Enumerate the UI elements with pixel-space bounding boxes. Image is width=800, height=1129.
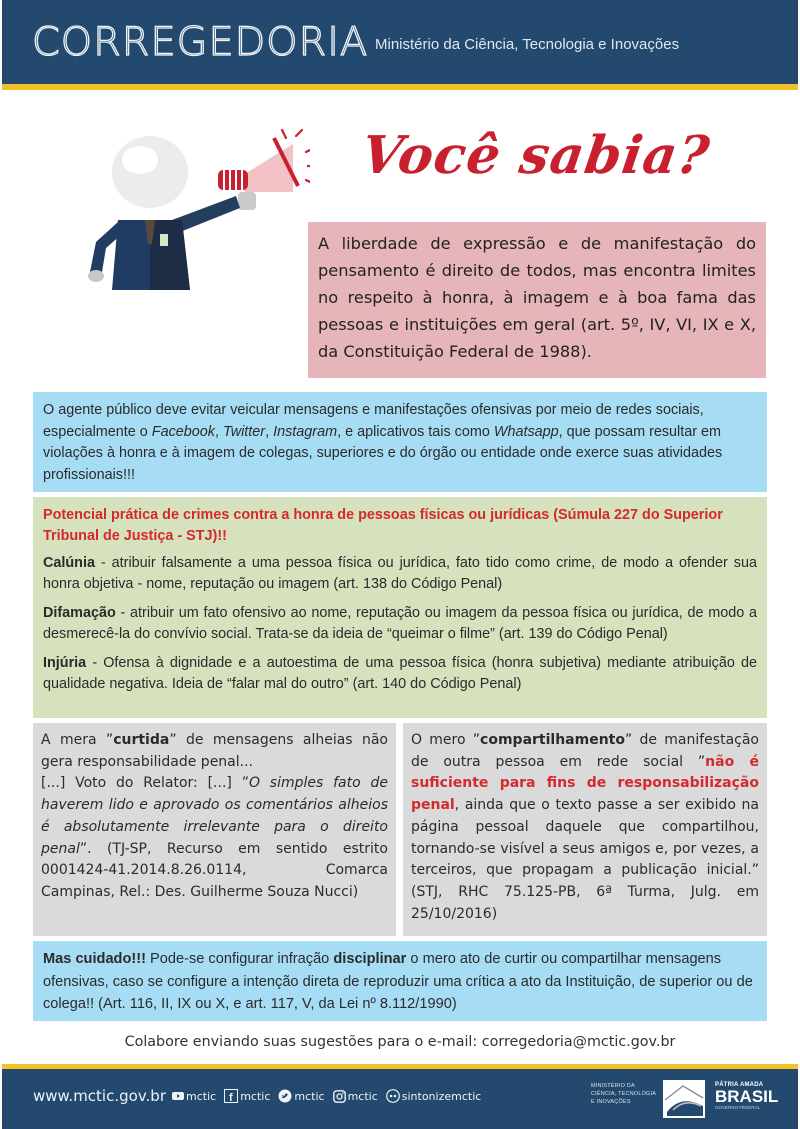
caution-keyword: disciplinar	[333, 951, 407, 967]
header-bar	[2, 0, 798, 84]
social-label: mctic	[186, 1089, 217, 1103]
separator: ,	[265, 423, 274, 440]
gov-subtitle: GOVERNO FEDERAL	[715, 1105, 761, 1110]
caution-text: o mero ato de curtir ou compartilhar mensagens ofensivas, caso se configure a intenção direta de reproduzir uma crítica a ato da Instituição, de superior ou de colega!! (Art. 116, II, IX ou X, e art. 117, V, da Lei nº 8.112/1990)	[43, 951, 753, 1012]
like-case-box	[33, 723, 396, 936]
caution-box	[33, 941, 767, 1021]
whatsapp-mention: Whatsapp	[493, 423, 559, 440]
megaphone-man-illustration	[60, 122, 310, 292]
warning-text: O agente público deve evitar veicular mensagens e manifestações ofensivas por meio de redes sociais, especialmente o	[43, 402, 704, 440]
ministry-logo-text	[591, 1082, 656, 1106]
share-text: O mero ”	[411, 732, 481, 748]
crime-definition: - atribuir falsamente a uma pessoa física ou jurídica, fato tido como crime, de modo a ofender sua honra objetiva - nome, reputação ou imagem (art. 138 do Código Penal)	[43, 555, 757, 592]
ministry-name: Ministério da Ciência, Tecnologia e Inovações	[375, 36, 680, 53]
ministry-line: E INOVAÇÕES	[591, 1099, 631, 1105]
vote-intro: [...] Voto do Relator: [...] ”	[41, 775, 249, 792]
crime-item-calunia	[43, 553, 757, 595]
caution-label: Mas cuidado!!!	[43, 951, 146, 967]
flickr-icon	[386, 1089, 400, 1103]
page-title: Você sabia?	[357, 125, 714, 186]
gov-tagline: PÁTRIA AMADA	[715, 1082, 764, 1088]
warning-text: , que possam resultar em violações à honra e à imagem de colegas, superiores e do órgão ou entidade onde exerce suas atividades profissionais!!!	[43, 423, 723, 483]
government-logo-icon	[663, 1080, 705, 1118]
facebook-icon	[224, 1089, 238, 1103]
contact-line[interactable]: Colabore enviando suas sugestões para o e-mail: corregedoria@mctic.gov.br	[124, 1034, 676, 1050]
ministry-line: MINISTÉRIO DA	[591, 1083, 635, 1089]
social-links	[172, 1089, 481, 1103]
instagram-icon	[333, 1090, 346, 1103]
social-label: mctic	[347, 1089, 378, 1103]
social-label: mctic	[294, 1089, 325, 1103]
like-text: A mera ”	[41, 732, 114, 748]
social-instagram[interactable]	[333, 1090, 378, 1103]
warning-box	[33, 392, 767, 492]
crimes-heading: Potencial prática de crimes contra a honra de pessoas físicas ou jurídicas (Súmula 227 do Superior Tribunal de Justiça - STJ)!!	[43, 507, 723, 544]
warning-text: , e aplicativos tais como	[337, 423, 494, 440]
caution-text: Pode-se configurar infração	[145, 951, 334, 967]
crimes-box	[33, 497, 767, 718]
brasil-government-brand	[715, 1082, 778, 1110]
twitter-icon	[278, 1089, 292, 1103]
social-flickr[interactable]	[386, 1089, 482, 1103]
crime-term: Difamação	[43, 605, 116, 621]
twitter-mention: Twitter	[223, 423, 266, 440]
crime-term: Calúnia	[43, 555, 95, 571]
website-link[interactable]: www.mctic.gov.br	[33, 1087, 166, 1105]
social-label: sintonizemctic	[401, 1089, 482, 1103]
brand-logo: CORREGEDORIA	[32, 20, 369, 65]
intro-text: A liberdade de expressão e de manifestação do pensamento é direito de todos, mas encontra limites no respeito à honra, à imagem e à boa fama das pessoas e instituições em geral (art. 5º, IV, VI, IX e X, da Constituição Federal de 1988).	[318, 234, 756, 361]
facebook-mention: Facebook	[151, 423, 215, 440]
ministry-line: CIÊNCIA, TECNOLOGIA	[591, 1091, 657, 1097]
like-citation: ”. (TJ-SP, Recurso em sentido estrito 0001424-41.2014.8.26.0114, Comarca Campinas, Rel.: Des. Guilherme Souza Nucci)	[41, 840, 388, 900]
instagram-mention: Instagram	[273, 423, 338, 440]
youtube-icon	[172, 1091, 184, 1101]
share-citation: , ainda que o texto passe a ser exibido na página pessoal daquele que compartilhou, tornando-se visível a seus amigos e, por vezes, a terceiros, que propagam a publicação inicial.” (STJ, RHC 75.125-PB, 6ª Turma, Julg. em 25/10/2016)	[411, 797, 759, 922]
crime-item-injuria	[43, 653, 757, 695]
intro-box	[308, 222, 766, 378]
vote-quote: O simples fato de haverem lido e aprovado os comentários alheios é absolutamente irrelevante para o direito penal	[41, 775, 389, 857]
crime-definition: - atribuir um fato ofensivo ao nome, reputação ou imagem da pessoa física ou jurídica, de modo a desmerecê-la do convívio social. Trata-se da ideia de “queimar o filme” (art. 139 do Código Penal)	[43, 605, 757, 642]
social-youtube[interactable]	[172, 1090, 216, 1103]
share-highlight: não é suficiente para fins de responsabilização penal	[411, 753, 759, 814]
crime-term: Injúria	[43, 655, 87, 671]
like-text: ” de mensagens alheias não gera responsabilidade penal...	[41, 732, 388, 770]
header-stripe	[2, 84, 798, 90]
separator: ,	[215, 423, 223, 440]
social-label: mctic	[240, 1089, 271, 1103]
social-facebook[interactable]	[224, 1089, 270, 1103]
share-keyword: compartilhamento	[480, 732, 625, 748]
crime-item-difamacao	[43, 603, 757, 645]
like-keyword: curtida	[113, 732, 170, 748]
gov-name: BRASIL	[715, 1087, 779, 1106]
crime-definition: - Ofensa à dignidade e a autoestima de uma pessoa física (honra subjetiva) mediante atribuição de qualidade negativa. Ideia de “falar mal do outro” (art. 140 do Código Penal)	[43, 655, 757, 692]
share-case-box	[403, 723, 767, 936]
svg-text:f: f	[229, 1092, 233, 1103]
share-text: ” de manifestação de outra pessoa em rede social ”	[411, 732, 759, 770]
social-twitter[interactable]	[278, 1089, 324, 1103]
